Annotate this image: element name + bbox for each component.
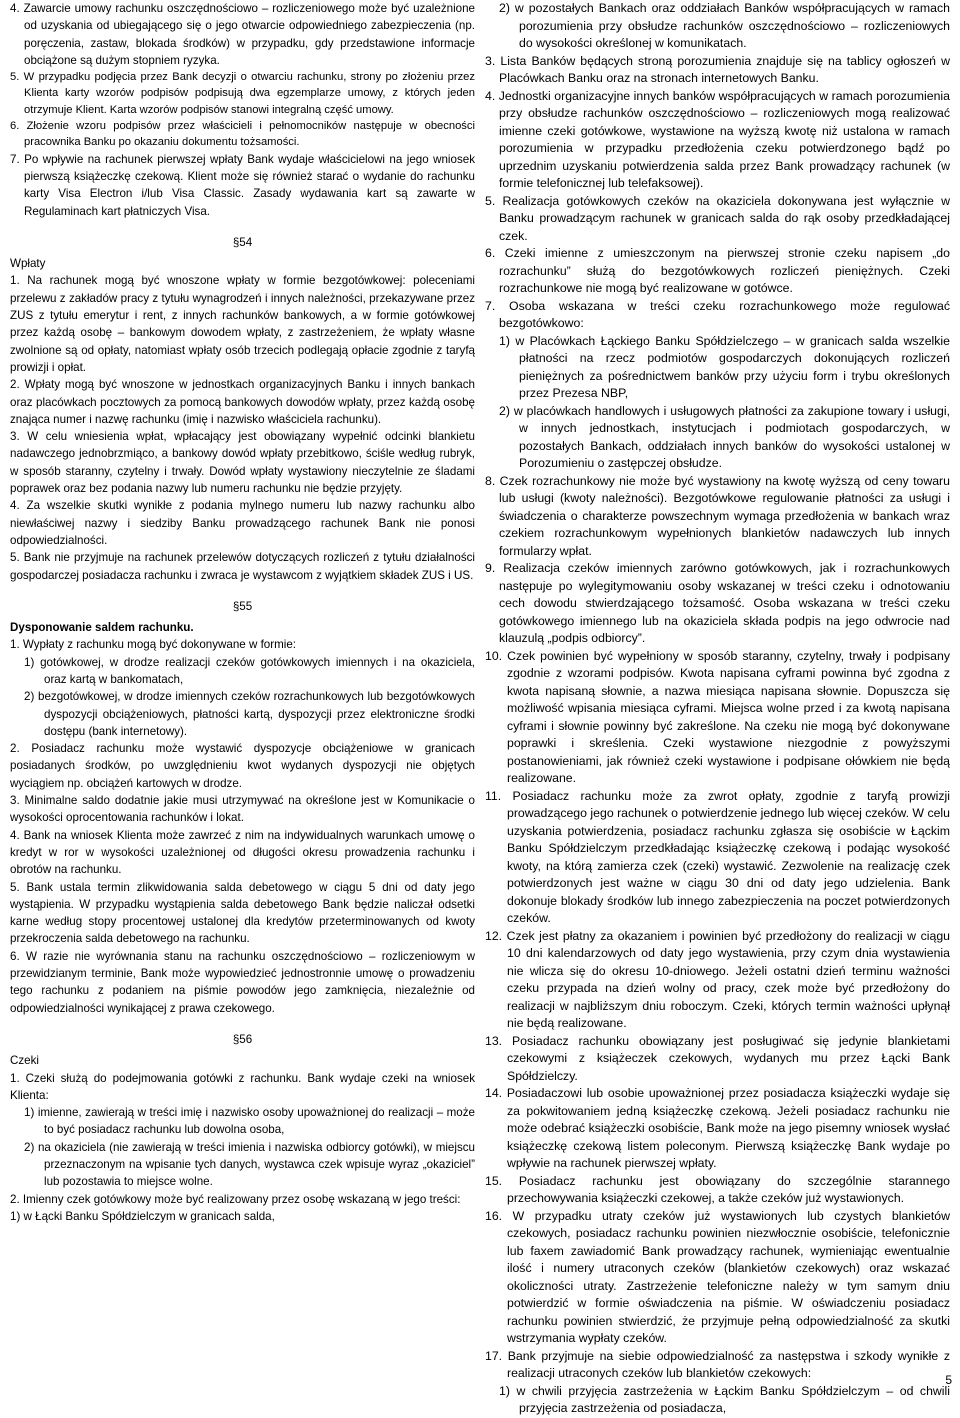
section-54-title: §54 (232, 235, 253, 249)
dysp-3: 3. Minimalne saldo dodatnie jakie musi utrzymywać na określone jest w Komunikacie o wysokości oprocentowania rachunków i lokat. (10, 794, 475, 825)
paragraph-5: 5. W przypadku podjęcia przez Bank decyzji o otwarciu rachunku, strony po złożeniu przez Klienta karty wzorów podpisów podpisują dwa egzemplarze umowy, z których jeden otrzymuje Klient. Karta wzorów podpisów stanowi integralną część umowy. (10, 71, 475, 116)
wplaty-4: 4. Za wszelkie skutki wynikłe z podania mylnego numeru lub nazwy rachunku albo niewłaściwej nazwy i siedziby Banku prowadzącego rachunek Bank nie ponosi odpowiedzialności. (10, 499, 475, 547)
paragraph-7: 7. Po wpływie na rachunek pierwszej wpłaty Bank wydaje właścicielowi na jego wniosek pierwszą książeczkę czekową. Klient może się również starać o wydanie do rachunku karty Visa Electron i/lub Visa Classic. Zasady wydawania kart są zawarte w Regulaminach kart płatniczych Visa. (10, 152, 475, 218)
czeki-2: 2. Imienny czek gotówkowy może być realizowany przez osobę wskazaną w jego treści: (10, 1192, 461, 1206)
right-paragraph-4: 4. Jednostki organizacyjne innych banków współpracujących w ramach porozumienia przy obsłudze rachunków oszczędnościowo – rozliczeniowych mogą realizować imienne czeki gotówkowe, wystawione na wyższą kwotę niż ustalona w ramach porozumienia w przypadku przedłożenia czeku potwierdzonego bądź po uprzednim uzyskaniu potwierdzenia salda przez Bank prowadzący rachunek (w formie telefonicznej lub telefaksowej). (485, 88, 950, 190)
heading-dysponowanie: Dysponowanie saldem rachunku. (10, 621, 194, 635)
section-55-title: §55 (232, 599, 253, 613)
dysp-6: 6. W razie nie wyrównania stanu na rachunku oszczędnościowo – rozliczeniowym w przewidzianym terminie, Bank może wypowiedzieć jednostronnie umowę o prowadzeniu tego rachunku z podaniem na piśmie powodów jego zamknięcia, niezależnie od odpowiedzialności wynikającej z prawa czekowego. (10, 949, 475, 1015)
czeki-1-item-1: 1) imienne, zawierają w treści imię i nazwisko osoby upoważnionej do realizacji – może to być posiadacz rachunku lub dowolna osoba, (24, 1106, 475, 1137)
wplaty-3: 3. W celu wniesienia wpłat, wpłacający jest obowiązany wypełnić odcinki blankietu nadawczego jednobrzmiąco, a bankowy dowód wpłaty przebitkowo, ściśle według rubryk, w sposób staranny, czytelny i trwały. Dowód wpłaty wystawiony nieczytelnie ze śladami poprawek oraz bez podania nazwy lub numeru rachunku nie będzie przyjęty. (10, 430, 475, 496)
right-paragraph-7-item-1: 1) w Placówkach Łąckiego Banku Spółdzielczego – w granicach salda wszelkie płatności na rzecz podmiotów gospodarczych dokonujących rozliczeń pieniężnych za pośrednictwem banków przy użyciu form i trybu określonych przez Prezesa NBP, (499, 333, 950, 400)
right-paragraph-17-item-1: 1) w chwili przyjęcia zastrzeżenia w Łąckim Banku Spółdzielczym – od chwili przyjęcia zastrzeżenia od posiadacza, (499, 1383, 950, 1415)
right-paragraph-8: 8. Czek rozrachunkowy nie może być wystawiony na kwotę wyższą od ceny towaru lub usługi (kwoty należności). Bezgotówkowe regulowanie płatności za usługi i świadczenia o charakterze powszechnym wymaga przedłożenia w bankach wraz czekiem rozrachunkowym wypełnionych blankietów nadawczych lub innych formularzy wpłat. (485, 473, 950, 558)
wplaty-5: 5. Bank nie przyjmuje na rachunek przelewów dotyczących rozliczeń z tytułu działalności gospodarczej posiadacza rachunku i zwraca je wystawcom z wyjątkiem składek ZUS i US. (10, 551, 475, 582)
dysp-4: 4. Bank na wniosek Klienta może zawrzeć z nim na indywidualnych warunkach umowę o kredyt w ror w wysokości uzależnionej od długości okresu prowadzenia rachunku i obrotów na rachunku. (10, 828, 475, 877)
dysp-5: 5. Bank ustala termin zlikwidowania salda debetowego w ciągu 5 dni od daty jego wystąpienia. W przypadku wystąpienia salda debetowego Bank będzie naliczał odsetki karne według stopy procentowej ustalonej dla kredytów przeterminowanych od kwoty przekroczenia salda debetowego na rachunku. (10, 880, 475, 946)
right-paragraph-6: 6. Czeki imienne z umieszczonym na pierwszej stronie czeku napisem „do rozrachunku” służą do bezgotówkowych rozliczeń pieniężnych. Czeki rozrachunkowe nie mogą być realizowane w gotówce. (485, 246, 950, 295)
right-paragraph-11: 11. Posiadacz rachunku może za zwrot opłaty, zgodnie z taryfą prowizji prowadzącego jego rachunek o potwierdzenie jednego lub więcej czeków. W celu uzyskania potwierdzenia, posiadacz rachunku zgłasza się osobiście w Łąckim Banku Spółdzielczym przedkładając książeczkę czekową i podając wysokość kwoty, na którą zamierza czek (czeki) wystawić. Zezwolenie na realizację czek potwierdzonych jest ważne w ciągu 30 dni od daty jego udzielenia. Bank dokonuje blokady środków lub innego zabezpieczenia na poczet potwierdzonych czeków. (485, 788, 950, 925)
right-paragraph-17: 17. Bank przyjmuje na siebie odpowiedzialność za następstwa i szkody wynikłe z realizacji utraconych czeków lub blankietów czekowych: (485, 1348, 950, 1380)
heading-wplaty: Wpłaty (10, 257, 46, 271)
right-paragraph-10: 10. Czek powinien być wypełniony w sposób staranny, czytelny, trwały i podpisany zgodnie z wzorami podpisów. Kwota napisana cyframi powinna być zgodna z kwota napisaną słownie, a nazwa miesiąca napisana słownie. Dopuszcza się możliwość wpisania miesiąca cyframi. Miejsca wolne przed i za kwotą napisana cyframi i słownie powinny być zakreślone. Na czeku nie mogą być dokonywane poprawki i skreślenia. Czeki wystawione niezgodnie z powyższymi postanowieniami, jak również czeki wystawione i podpisane ołówkiem nie będą realizowane. (485, 648, 950, 785)
right-paragraph-16: 16. W przypadku utraty czeków już wystawionych lub czystych blankietów czekowych, posiadacz rachunku powinien niezwłocznie osobiście, telefonicznie lub faxem zawiadomić Bank prowadzący rachunek, wymieniając ewentualnie ilość i numery utraconych czeków (blankietów czekowych) oraz wskazać okoliczności utraty. Zastrzeżenie telefoniczne należy w tym samym dniu potwierdzić w formie oświadczenia na piśmie. W oświadczeniu posiadacz rachunku powinien stwierdzić, że przyjmuje pełną odpowiedzialność za skutki wstrzymania wypłaty czeków. (485, 1208, 950, 1345)
right-paragraph-14: 14. Posiadaczowi lub osobie upoważnionej przez posiadacza książeczki wydaje się za pokwitowaniem jedną książeczkę czekową. Jeżeli posiadacz rachunku nie może odebrać książeczki osobiście, Bank może na jego pisemny wniosek wysłać książeczkę czekową listem poleconym. Pierwszą książeczkę Bank wydaje po wpływie na rachunek pierwszej wpłaty. (485, 1086, 950, 1170)
right-paragraph-15: 15. Posiadacz rachunku jest obowiązany do szczególnie starannego przechowywania książeczki czekowej, a także czeków już wystawionych. (485, 1173, 950, 1205)
heading-czeki: Czeki (10, 1054, 39, 1068)
right-paragraph-3: 3. Lista Banków będących stroną porozumienia znajduje się na tablicy ogłoszeń w Placówkach Banku oraz na stronach internetowych Banku. (485, 53, 950, 85)
dysp-1: 1. Wypłaty z rachunku mogą być dokonywane w formie: (10, 638, 297, 652)
right-paragraph-7: 7. Osoba wskazana w treści czeku rozrachunkowego może regulować bezgotówkowo: (485, 298, 950, 330)
right-column (485, 0, 950, 1418)
right-item-2: 2) w pozostałych Bankach oraz oddziałach Banków współpracujących w ramach porozumienia przy obsłudze rachunków oszczędnościowo – rozliczeniowych do wysokości określonej w komunikatach. (499, 1, 950, 50)
page-number: 5 (945, 1373, 952, 1387)
paragraph-6: 6. Złożenie wzoru podpisów przez właścicieli i pełnomocników następuje w obecności pracownika Banku po okazaniu dokumentu tożsamości. (10, 120, 475, 149)
paragraph-4: 4. Zawarcie umowy rachunku oszczędnościowo – rozliczeniowego może być uzależnione od uzyskania od ubiegającego się o jego otwarcie odpowiedniego zabezpieczenia (np. poręczenia, zastaw, blokada środków) w przypadku, gdy przedstawione informacje obciążone są dużym stopniem ryzyka. (10, 2, 475, 67)
dysp-2: 2. Posiadacz rachunku może wystawić dyspozycje obciążeniowe w granicach posiadanych środków, po uwzględnieniu kwot wydanych dyspozycji nie objętych wyciągiem np. obciążeń kartowych w drodze. (10, 742, 475, 790)
wplaty-1: 1. Na rachunek mogą być wnoszone wpłaty w formie bezgotówkowej: poleceniami przelewu z zakładów pracy z tytułu wynagrodzeń i innych należności, przekazywane przez ZUS z tytułu emerytur i rent, z innych rachunków bankowych, a w formie gotówkowej przez każdą osobę – bankowym dowodem wpłaty, z zastrzeżeniem, że wpłaty własne zwolnione są od opłaty, natomiast wpłaty osób trzecich podlegają opłacie zgodnie z taryfą prowizji i opłat. (10, 274, 475, 374)
czeki-1-item-2: 2) na okaziciela (nie zawierają w treści imienia i nazwiska odbiorcy gotówki), w miejscu przeznaczonym na wpisanie tych danych, wystawca czek wpisuje wyraz „okaziciel” lub pozostawia to miejsce wolne. (24, 1140, 475, 1189)
left-column (10, 0, 475, 1225)
right-paragraph-13: 13. Posiadacz rachunku obowiązany jest posługiwać się jedynie blankietami czekowymi z książeczek czekowych, wydanych mu przez Łącki Bank Spółdzielczy. (485, 1033, 950, 1083)
right-paragraph-9: 9. Realizacja czeków imiennych zarówno gotówkowych, jak i rozrachunkowych następuje po wylegitymowaniu osoby wskazanej w treści czeku i odnotowaniu cech dowodu stwierdzającego tożsamość. Osoba wskazana w treści czeku gotówkowego imiennego lub na okaziciela składa podpis na jego odwrocie nad klauzulą „podpis odbiorcy”. (485, 561, 950, 645)
wplaty-2: 2. Wpłaty mogą być wnoszone w jednostkach organizacyjnych Banku i innych bankach oraz placówkach pocztowych za pomocą bankowych dowodów wpłaty, przez każdą osobę znająca numer i nazwę rachunku (imię i nazwisko właściciela rachunku). (10, 378, 475, 426)
czeki-2-item-1: 1) w Łącki Banku Spółdzielczym w granicach salda, (10, 1209, 275, 1223)
right-paragraph-7-item-2: 2) w placówkach handlowych i usługowych płatności za zakupione towary i usługi, w innych jednostkach, instytucjach i podmiotach gospodarczych, w pozostałych Bankach, oddziałach innych banków do wysokości ustalonej w Porozumieniu o zastępczej obsłudze. (499, 403, 950, 470)
dysp-1-item-2: 2) bezgotówkowej, w drodze imiennych czeków rozrachunkowych lub bezgotówkowych dyspozycji obciążeniowych, płatności kartą, dyspozycji przez elektroniczne środki dostępu (bank internetowy). (24, 690, 475, 738)
czeki-1: 1. Czeki służą do podejmowania gotówki z rachunku. Bank wydaje czeki na wniosek Klienta: (10, 1071, 475, 1102)
dysp-1-item-1: 1) gotówkowej, w drodze realizacji czeków gotówkowych imiennych i na okaziciela, oraz kartą w bankomatach, (24, 655, 475, 686)
right-paragraph-5: 5. Realizacja gotówkowych czeków na okaziciela dokonywana jest wyłącznie w Banku prowadzącym rachunek w granicach salda do rąk osoby przedkładającej czek. (485, 193, 950, 243)
right-paragraph-12: 12. Czek jest płatny za okazaniem i powinien być przedłożony do realizacji w ciągu 10 dni kalendarzowych od daty jego wystawienia, przy czym dnia wystawienia nie wlicza się do okresu 10-dniowego. Jeżeli ostatni dzień terminu ważności czeku przypada na dzień wolny od pracy, czek może być przedłożony do realizacji w najbliższym dniu roboczym. Czeki, których termin ważności upłynął nie będą realizowane. (485, 928, 950, 1030)
section-56-title: §56 (232, 1032, 253, 1046)
